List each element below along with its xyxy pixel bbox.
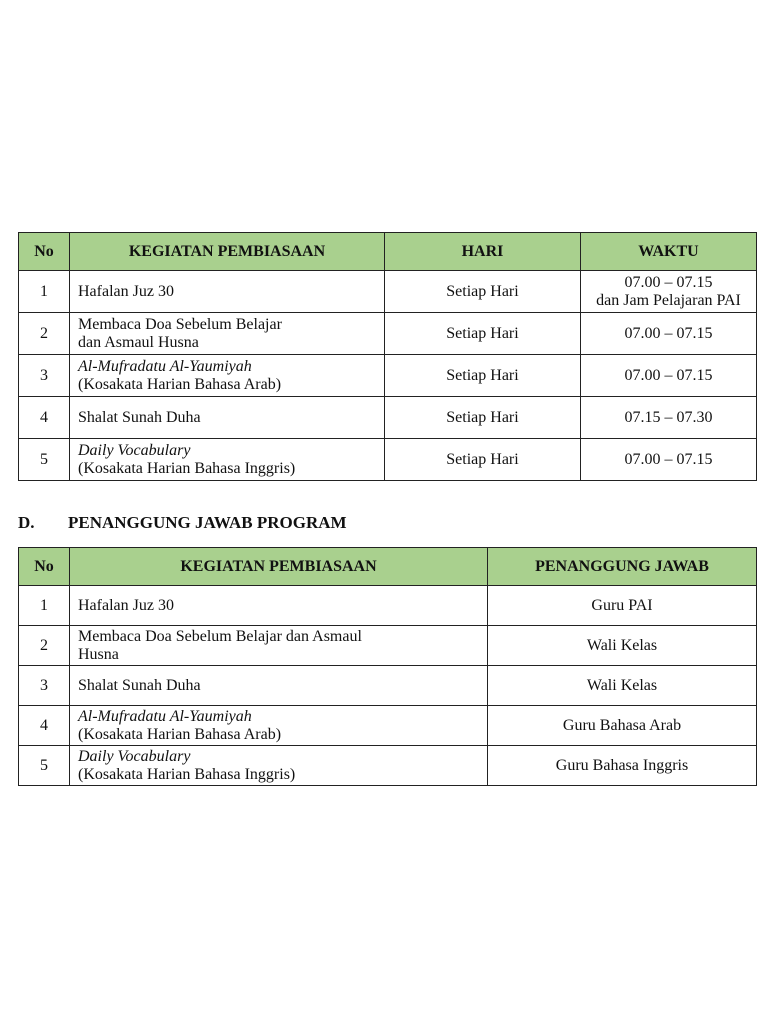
row-kegiatan	[70, 271, 385, 313]
row-kegiatan	[70, 439, 385, 481]
row-waktu: 07.00 – 07.15	[581, 439, 757, 481]
row-no: 5	[19, 746, 70, 786]
row-hari: Setiap Hari	[385, 313, 581, 355]
kegiatan-line: Husna	[78, 645, 119, 663]
section-letter: D.	[18, 513, 35, 532]
row-kegiatan	[70, 355, 385, 397]
row-pj: Guru PAI	[488, 586, 757, 626]
row-hari: Setiap Hari	[385, 439, 581, 481]
table-header-row	[19, 233, 757, 271]
kegiatan-line: Hafalan Juz 30	[78, 596, 174, 614]
kegiatan-line: Membaca Doa Sebelum Belajar dan Asmaul	[78, 627, 362, 645]
row-pj: Guru Bahasa Arab	[488, 706, 757, 746]
row-pj: Wali Kelas	[488, 626, 757, 666]
row-waktu: 07.15 – 07.30	[581, 397, 757, 439]
row-no: 1	[19, 586, 70, 626]
row-waktu: 07.00 – 07.15	[581, 313, 757, 355]
row-no: 5	[19, 439, 70, 481]
row-no: 1	[19, 271, 70, 313]
kegiatan-line: (Kosakata Harian Bahasa Inggris)	[78, 459, 296, 477]
row-kegiatan	[70, 397, 385, 439]
header-no: No	[19, 548, 70, 586]
row-kegiatan	[70, 586, 488, 626]
row-no: 4	[19, 706, 70, 746]
section-d-heading	[18, 513, 347, 533]
row-kegiatan	[70, 313, 385, 355]
row-hari: Setiap Hari	[385, 355, 581, 397]
header-kegiatan: KEGIATAN PEMBIASAAN	[70, 233, 385, 271]
kegiatan-line: (Kosakata Harian Bahasa Inggris)	[78, 765, 296, 783]
table-header-row	[19, 548, 757, 586]
table-row	[19, 397, 757, 439]
section-title: PENANGGUNG JAWAB PROGRAM	[68, 513, 347, 532]
row-hari: Setiap Hari	[385, 397, 581, 439]
kegiatan-line: dan Asmaul Husna	[78, 333, 199, 351]
row-no: 2	[19, 626, 70, 666]
row-kegiatan	[70, 626, 488, 666]
responsible-person-table	[18, 547, 757, 786]
row-waktu	[581, 271, 757, 313]
row-no: 2	[19, 313, 70, 355]
header-kegiatan: KEGIATAN PEMBIASAAN	[70, 548, 488, 586]
kegiatan-line: Daily Vocabulary	[78, 441, 191, 459]
kegiatan-line: (Kosakata Harian Bahasa Arab)	[78, 725, 282, 743]
waktu-line: 07.00 – 07.15	[624, 273, 713, 291]
row-kegiatan	[70, 746, 488, 786]
table-row	[19, 313, 757, 355]
row-pj: Guru Bahasa Inggris	[488, 746, 757, 786]
kegiatan-line: Hafalan Juz 30	[78, 282, 174, 300]
row-no: 4	[19, 397, 70, 439]
header-hari: HARI	[385, 233, 581, 271]
kegiatan-line: Daily Vocabulary	[78, 747, 191, 765]
table-row	[19, 666, 757, 706]
header-penanggung-jawab: PENANGGUNG JAWAB	[488, 548, 757, 586]
kegiatan-line: Al-Mufradatu Al-Yaumiyah	[78, 357, 252, 375]
row-kegiatan	[70, 706, 488, 746]
row-no: 3	[19, 355, 70, 397]
kegiatan-line: Shalat Sunah Duha	[78, 408, 201, 426]
table-row	[19, 439, 757, 481]
table-row	[19, 626, 757, 666]
row-hari: Setiap Hari	[385, 271, 581, 313]
kegiatan-line: Shalat Sunah Duha	[78, 676, 201, 694]
row-kegiatan	[70, 666, 488, 706]
header-no: No	[19, 233, 70, 271]
header-waktu: WAKTU	[581, 233, 757, 271]
table-row	[19, 271, 757, 313]
kegiatan-line: Al-Mufradatu Al-Yaumiyah	[78, 707, 252, 725]
kegiatan-line: (Kosakata Harian Bahasa Arab)	[78, 375, 282, 393]
habituation-schedule-table	[18, 232, 757, 481]
row-no: 3	[19, 666, 70, 706]
table-row	[19, 706, 757, 746]
row-waktu: 07.00 – 07.15	[581, 355, 757, 397]
kegiatan-line: Membaca Doa Sebelum Belajar	[78, 315, 282, 333]
row-pj: Wali Kelas	[488, 666, 757, 706]
table-row	[19, 586, 757, 626]
table-row	[19, 355, 757, 397]
waktu-line: dan Jam Pelajaran PAI	[596, 291, 741, 309]
table-row	[19, 746, 757, 786]
